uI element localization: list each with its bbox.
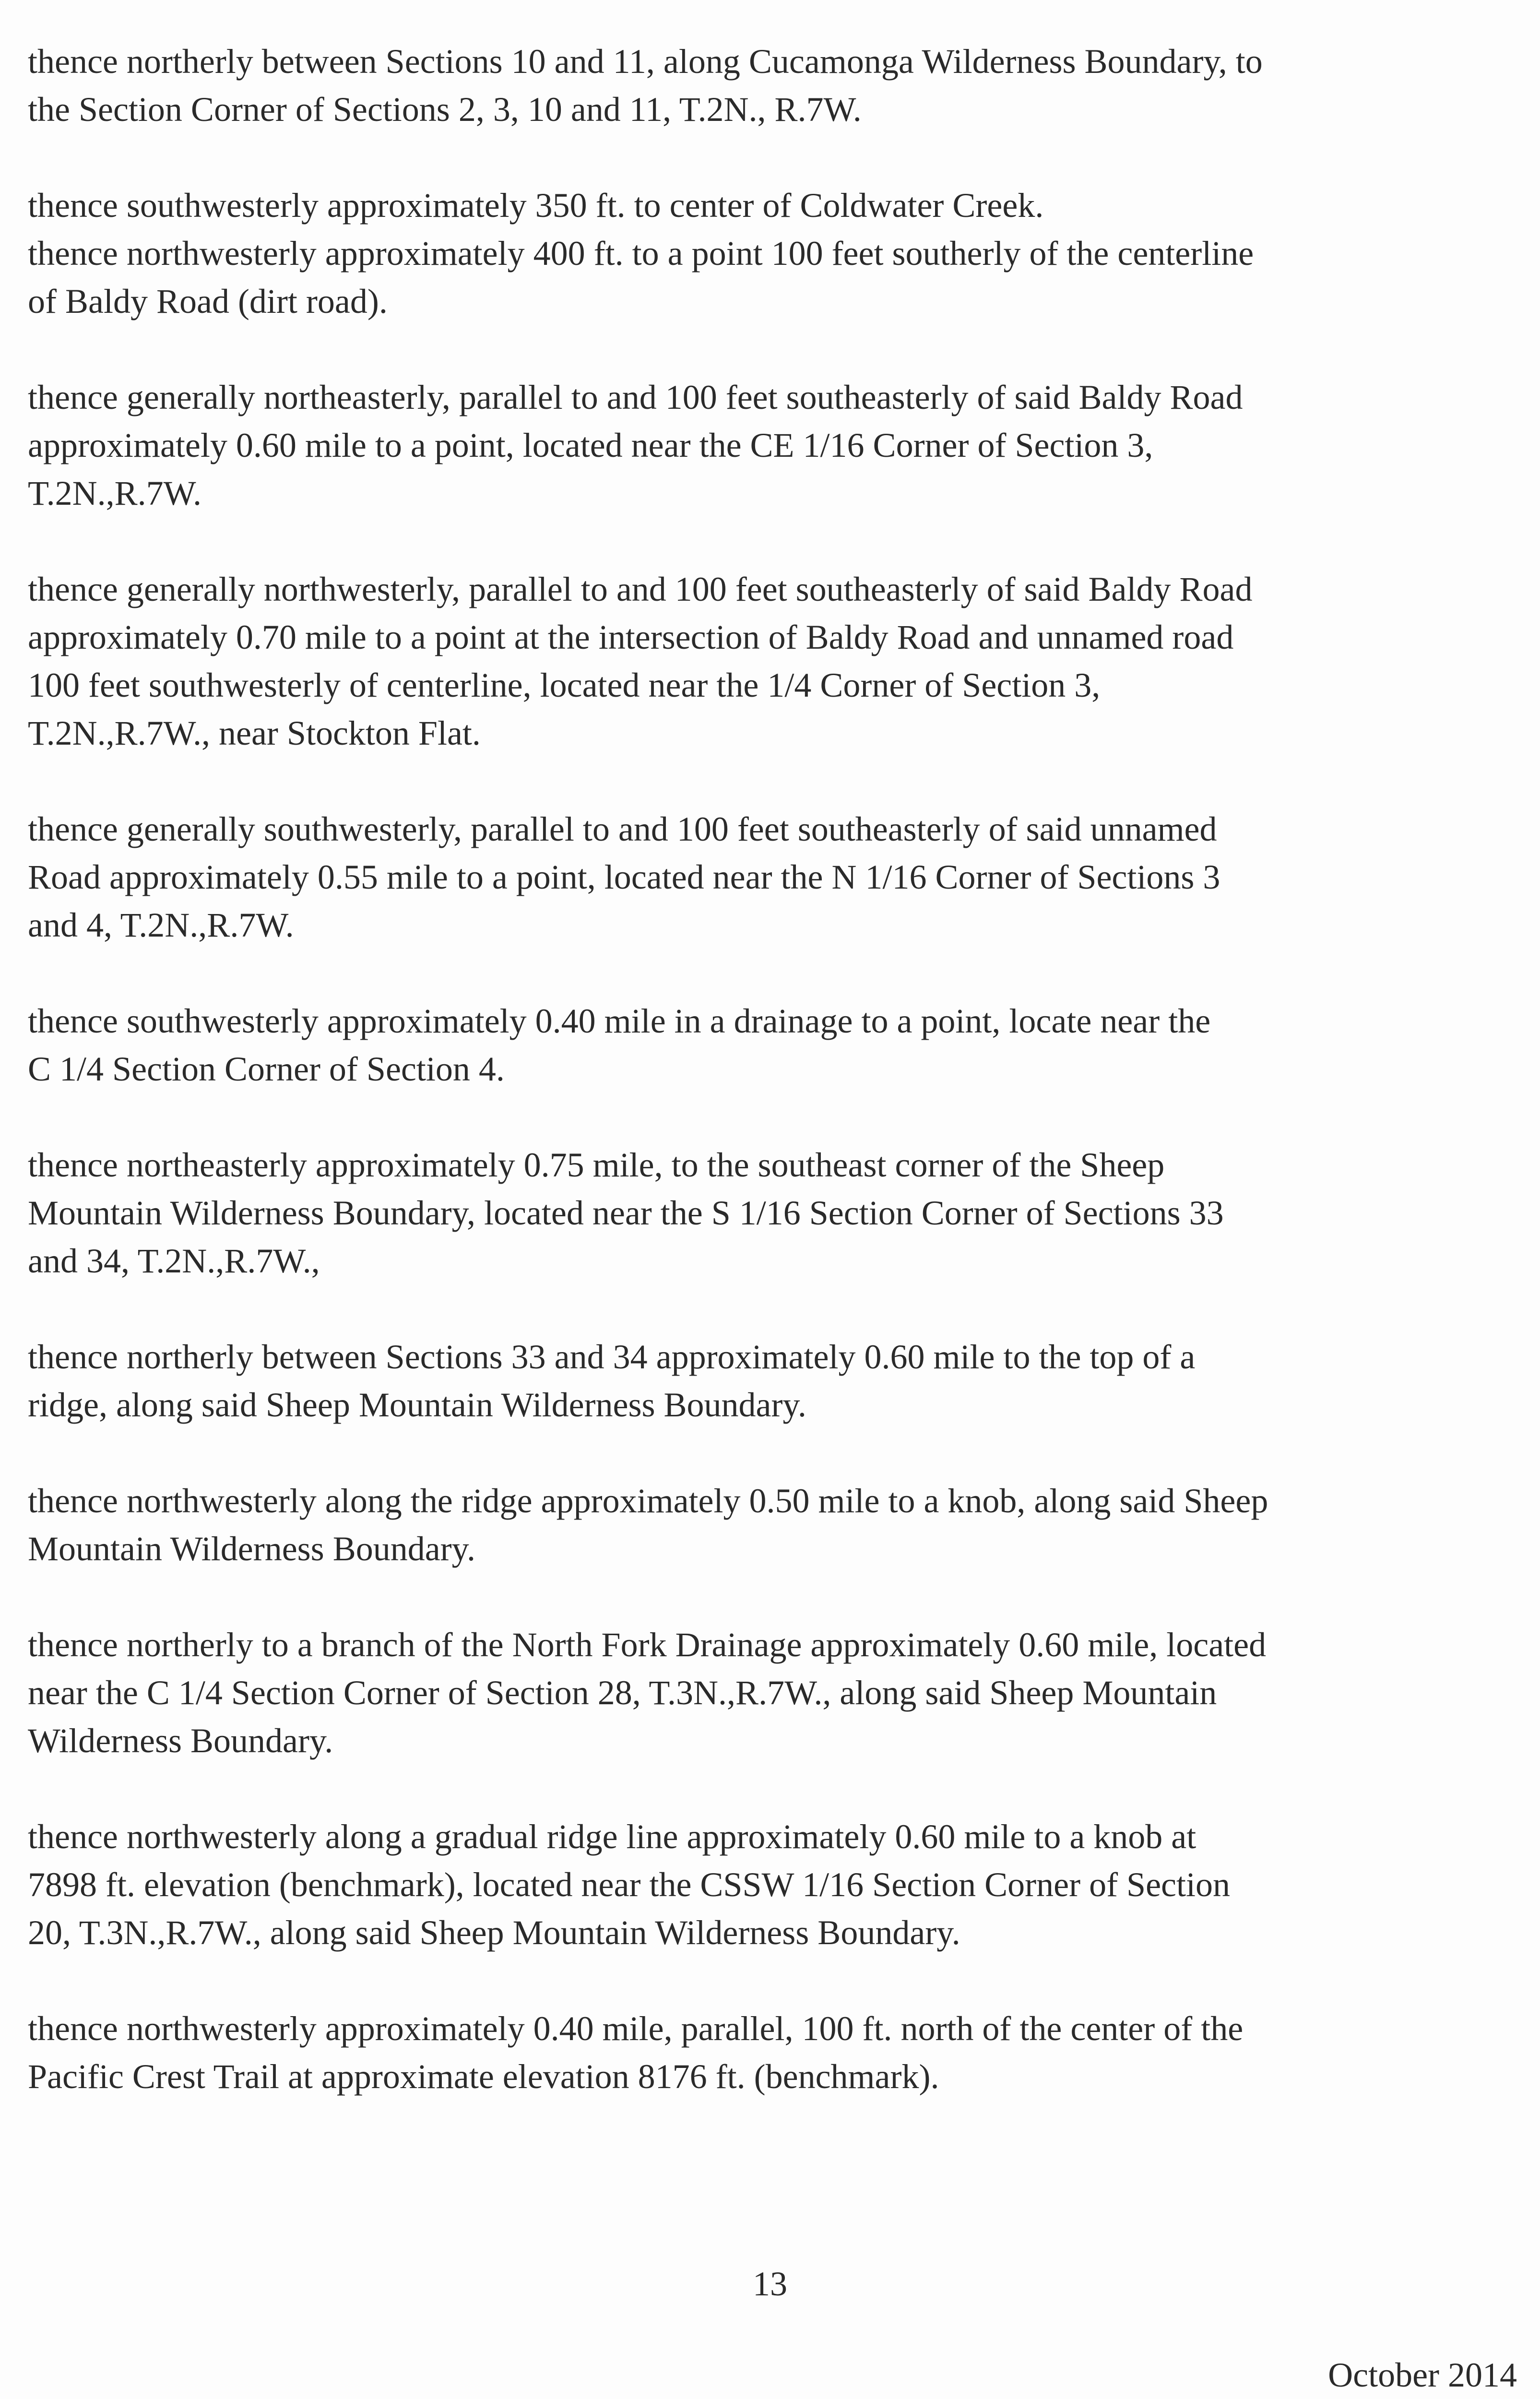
text-line: thence generally northeasterly, parallel to and 100 feet southeasterly of said Baldy Road (28, 378, 1243, 416)
text-line: thence northerly between Sections 33 and 34 approximately 0.60 mile to the top of a (28, 1338, 1196, 1376)
text-line: ridge, along said Sheep Mountain Wilderness Boundary. (28, 1386, 806, 1424)
text-line: 100 feet southwesterly of centerline, located near the 1/4 Corner of Section 3, (28, 666, 1101, 704)
text-line: T.2N.,R.7W. (28, 474, 202, 512)
text-line: of Baldy Road (dirt road). (28, 282, 388, 321)
paragraph (28, 565, 1525, 757)
paragraph (28, 2005, 1525, 2101)
text-line: thence northwesterly approximately 400 ft. to a point 100 feet southerly of the centerline (28, 234, 1254, 273)
text-line: C 1/4 Section Corner of Section 4. (28, 1050, 505, 1088)
text-line: approximately 0.70 mile to a point at the intersection of Baldy Road and unnamed road (28, 618, 1234, 656)
text-line: thence northeasterly approximately 0.75 mile, to the southeast corner of the Sheep (28, 1146, 1165, 1184)
text-line: the Section Corner of Sections 2, 3, 10 and 11, T.2N., R.7W. (28, 90, 862, 129)
document-body (28, 37, 1525, 2149)
text-line: and 4, T.2N.,R.7W. (28, 906, 294, 944)
paragraph (28, 37, 1525, 133)
text-line: thence southwesterly approximately 0.40 mile in a drainage to a point, locate near the (28, 1002, 1211, 1040)
text-line: thence northerly between Sections 10 and 11, along Cucamonga Wilderness Boundary, to (28, 42, 1263, 81)
text-line: 7898 ft. elevation (benchmark), located near the CSSW 1/16 Section Corner of Section (28, 1865, 1231, 1904)
text-line: T.2N.,R.7W., near Stockton Flat. (28, 714, 481, 752)
text-line: thence generally northwesterly, parallel to and 100 feet southeasterly of said Baldy Road (28, 570, 1253, 608)
text-line: thence northerly to a branch of the North Fork Drainage approximately 0.60 mile, located (28, 1626, 1267, 1664)
paragraph (28, 805, 1525, 949)
text-line: Road approximately 0.55 mile to a point, located near the N 1/16 Corner of Sections 3 (28, 858, 1220, 896)
text-line: Wilderness Boundary. (28, 1722, 333, 1760)
paragraph (28, 373, 1525, 517)
paragraph (28, 1813, 1525, 1957)
text-line: 20, T.3N.,R.7W., along said Sheep Mountain Wilderness Boundary. (28, 1913, 960, 1952)
text-line: Mountain Wilderness Boundary. (28, 1530, 475, 1568)
paragraph (28, 1141, 1525, 1285)
document-date: October 2014 (1328, 2356, 1517, 2394)
paragraph (28, 181, 1525, 325)
text-line: thence northwesterly approximately 0.40 mile, parallel, 100 ft. north of the center of the (28, 2009, 1244, 2048)
text-line: near the C 1/4 Section Corner of Section 28, T.3N.,R.7W., along said Sheep Mountain (28, 1674, 1217, 1712)
paragraph (28, 1621, 1525, 1765)
text-line: and 34, T.2N.,R.7W., (28, 1242, 320, 1280)
text-line: thence generally southwesterly, parallel to and 100 feet southeasterly of said unnamed (28, 810, 1217, 848)
text-line: approximately 0.60 mile to a point, located near the CE 1/16 Corner of Section 3, (28, 426, 1153, 464)
text-line: thence northwesterly along the ridge approximately 0.50 mile to a knob, along said Sheep (28, 1482, 1268, 1520)
paragraph (28, 997, 1525, 1093)
text-line: Pacific Crest Trail at approximate elevation 8176 ft. (benchmark). (28, 2057, 939, 2096)
page-number: 13 (753, 2265, 787, 2303)
text-line: thence southwesterly approximately 350 ft. to center of Coldwater Creek. (28, 186, 1044, 225)
text-line: thence northwesterly along a gradual ridge line approximately 0.60 mile to a knob at (28, 1817, 1196, 1856)
paragraph (28, 1333, 1525, 1429)
paragraph (28, 1477, 1525, 1573)
text-line: Mountain Wilderness Boundary, located near the S 1/16 Section Corner of Sections 33 (28, 1194, 1224, 1232)
